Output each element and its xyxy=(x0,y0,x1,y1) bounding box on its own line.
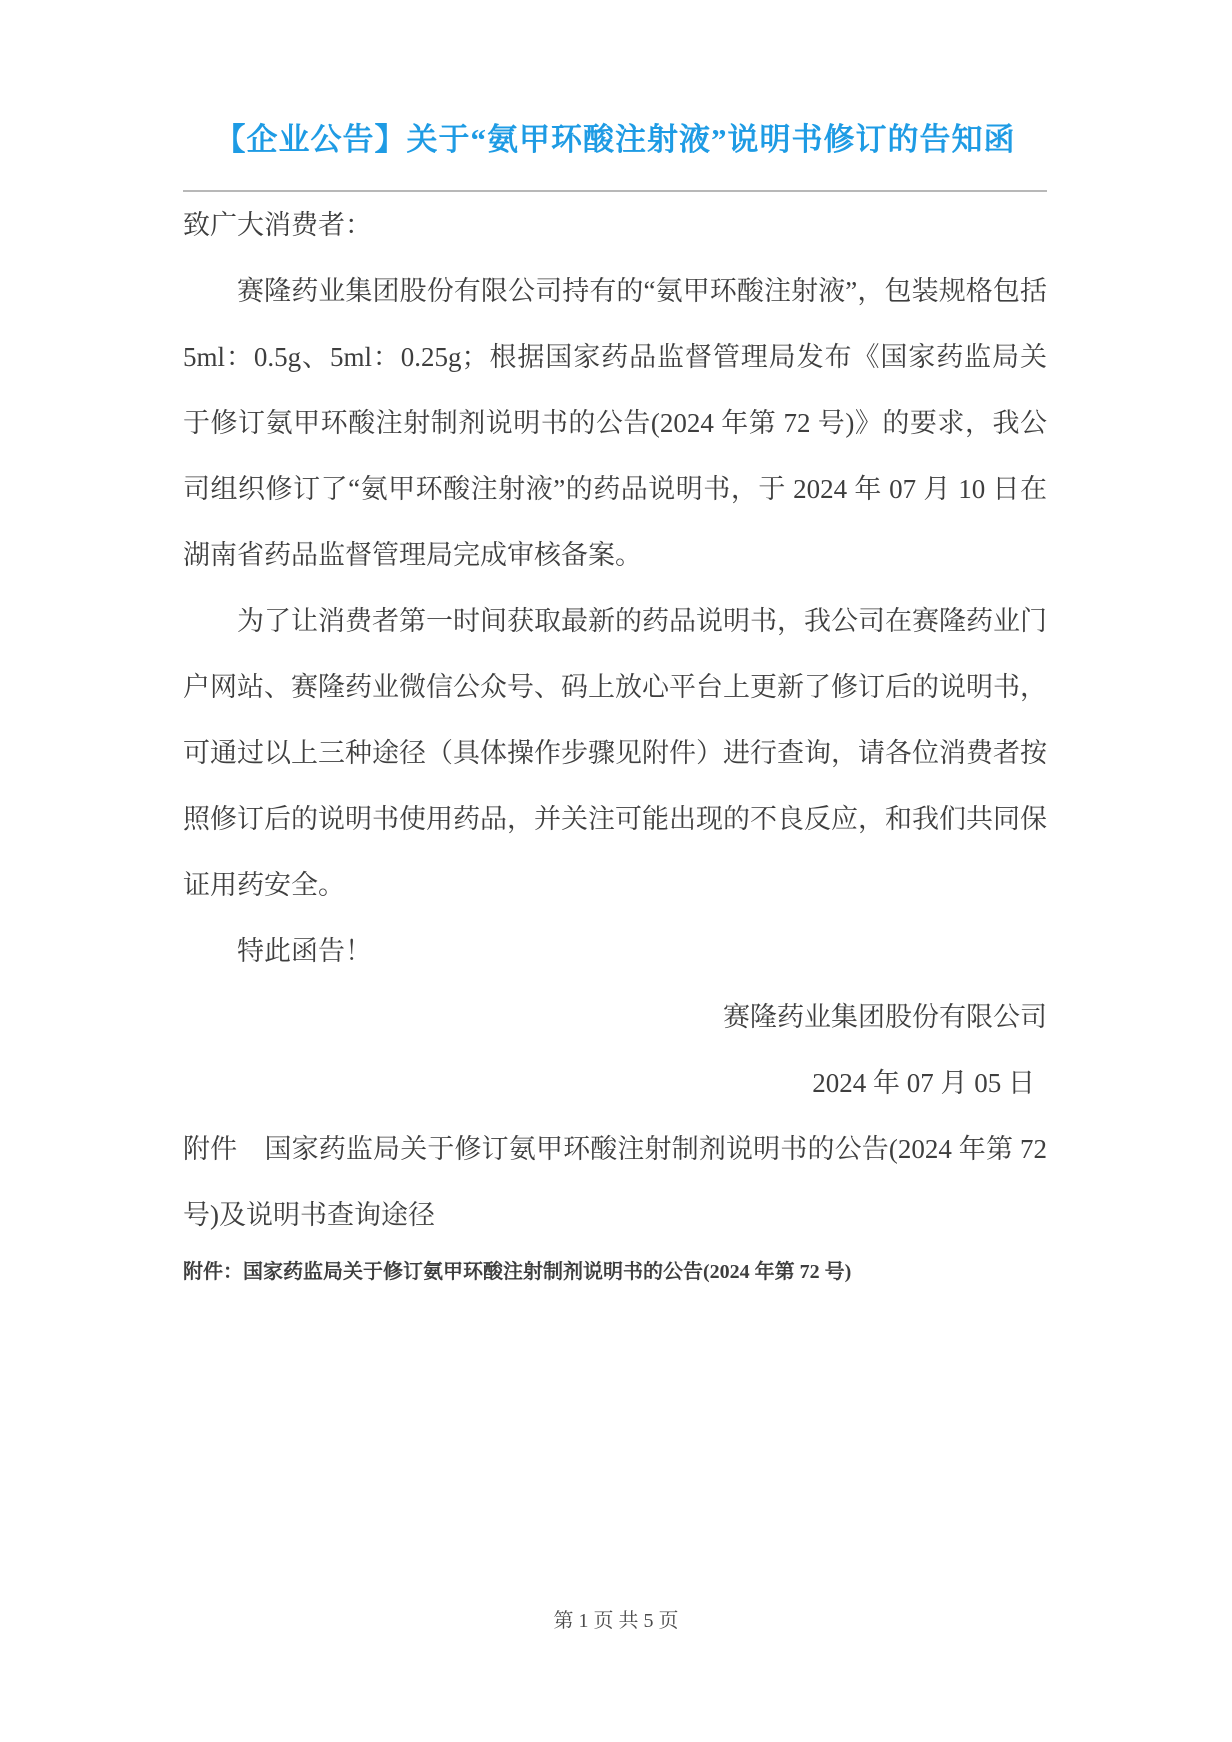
document-content xyxy=(183,118,1047,1292)
attachment-reference: 附件 国家药监局关于修订氨甲环酸注射制剂说明书的公告(2024 年第 72 号)及说明书查询途径 xyxy=(183,1134,1047,1230)
paragraph-2: 为了让消费者第一时间获取最新的药品说明书，我公司在赛隆药业门户网站、赛隆药业微信公众号、码上放心平台上更新了修订后的说明书，可通过以上三种途径（具体操作步骤见附件）进行查询，请各位消费者按照修订后的说明书使用药品，并关注可能出现的不良反应，和我们共同保证用药安全。 xyxy=(183,606,1047,900)
attachment-note: 附件：国家药监局关于修订氨甲环酸注射制剂说明书的公告(2024 年第 72 号) xyxy=(183,1261,852,1283)
document-body xyxy=(183,192,1047,1248)
salutation: 致广大消费者： xyxy=(183,210,372,240)
paragraph-1: 赛隆药业集团股份有限公司持有的“氨甲环酸注射液”，包装规格包括 5ml：0.5g、5ml：0.25g；根据国家药品监督管理局发布《国家药监局关于修订氨甲环酸注射制剂说明书的公告(2024 年第 72 号)》的要求，我公司组织修订了“氨甲环酸注射液”的药品说明书，于 2024 年 07 月 10 日在湖南省药品监督管理局完成审核备案。 xyxy=(183,276,1047,570)
signature-company: 赛隆药业集团股份有限公司 xyxy=(723,1002,1047,1032)
signature-date: 2024 年 07 月 05 日 xyxy=(812,1068,1035,1098)
closing-phrase: 特此函告！ xyxy=(237,936,372,966)
page-title: 【企业公告】关于“氨甲环酸注射液”说明书修订的告知函 xyxy=(214,122,1016,157)
page-footer: 第 1 页 共 5 页 xyxy=(553,1610,679,1632)
